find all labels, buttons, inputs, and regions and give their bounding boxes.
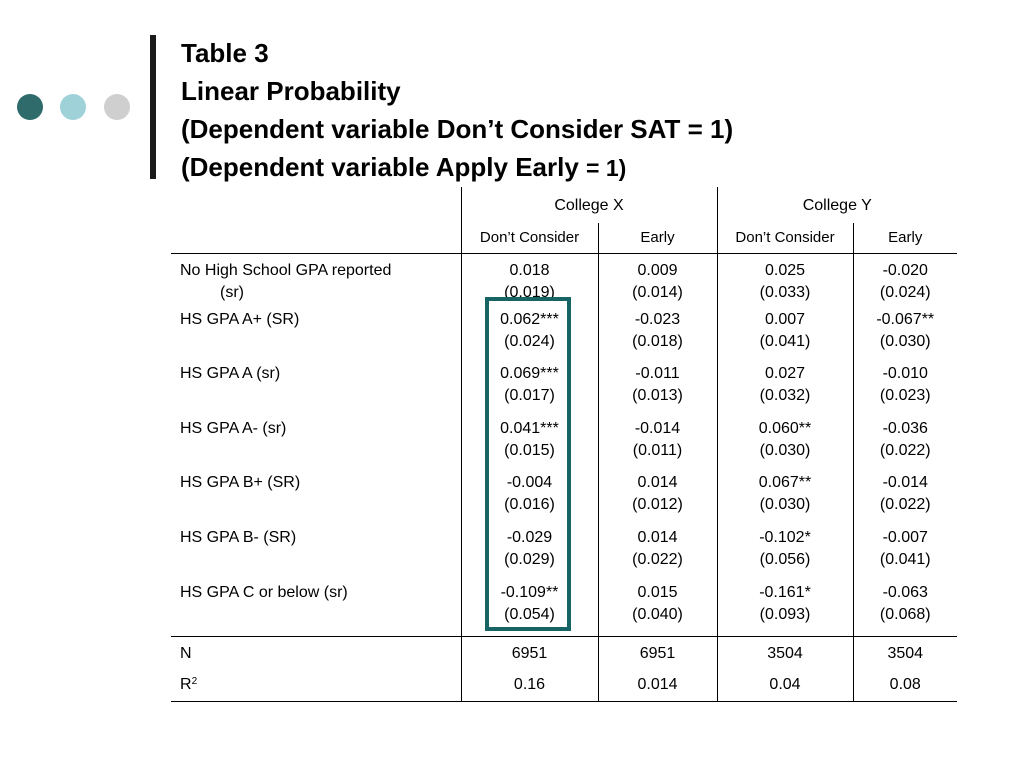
cell	[461, 309, 598, 364]
coef: -0.067**	[876, 310, 935, 328]
header-empty-cell	[171, 187, 461, 223]
decor-dot-3	[104, 94, 130, 120]
r2-value: 0.16	[461, 669, 598, 702]
table-row	[171, 363, 957, 418]
coef: -0.014	[634, 419, 681, 437]
cell	[717, 363, 853, 418]
cell	[461, 363, 598, 418]
coef: -0.007	[882, 528, 928, 546]
coef: -0.029	[506, 528, 553, 546]
se: (0.023)	[879, 387, 931, 405]
se: (0.017)	[504, 387, 555, 405]
subheader-y-dont-consider: Don’t Consider	[717, 223, 853, 254]
se: (0.030)	[879, 332, 931, 350]
se: (0.041)	[879, 550, 931, 568]
cell	[717, 582, 853, 637]
cell	[853, 254, 957, 309]
cell	[598, 418, 717, 473]
title-line-2: Linear Probability	[181, 76, 401, 106]
se: (0.014)	[632, 284, 683, 301]
se: (0.029)	[504, 550, 555, 568]
se: (0.030)	[759, 441, 811, 459]
se: (0.013)	[632, 387, 683, 405]
row-label-text: HS GPA B- (SR)	[180, 528, 297, 546]
r2-label	[171, 669, 461, 702]
title-line-4	[181, 148, 733, 187]
coef: 0.009	[637, 262, 678, 279]
se: (0.012)	[632, 496, 683, 514]
decor-dot-1	[17, 94, 43, 120]
se: (0.018)	[632, 332, 683, 350]
se: (0.032)	[759, 387, 811, 405]
se: (0.022)	[632, 550, 683, 568]
cell	[853, 472, 957, 527]
r2-value: 0.014	[598, 669, 717, 702]
title-vertical-bar	[150, 35, 156, 179]
row-label	[171, 363, 461, 418]
coef: 0.018	[509, 262, 550, 279]
se: (0.033)	[759, 284, 811, 301]
subheader-empty-cell	[171, 223, 461, 254]
se: (0.054)	[504, 605, 555, 623]
cell	[853, 363, 957, 418]
coef: 0.060**	[758, 419, 812, 437]
coef: 0.041***	[500, 419, 559, 437]
coef: 0.067**	[758, 474, 812, 492]
coef: -0.102*	[759, 528, 811, 546]
r2-value: 0.08	[853, 669, 957, 702]
subheader-x-dont-consider: Don’t Consider	[461, 223, 598, 254]
se: (0.024)	[879, 284, 931, 301]
n-value: 3504	[717, 637, 853, 670]
r2-superscript: 2	[191, 676, 198, 688]
row-label	[171, 254, 461, 309]
se: (0.015)	[504, 441, 555, 459]
coef: 0.062***	[500, 310, 559, 328]
row-label-text: HS GPA A+ (SR)	[180, 310, 300, 328]
results-table-container	[171, 187, 957, 702]
cell	[717, 472, 853, 527]
coef: -0.109**	[500, 583, 559, 601]
row-label	[171, 309, 461, 364]
row-label-text: No High School GPA reported	[180, 262, 392, 279]
se: (0.056)	[759, 550, 811, 568]
title-line-1: Table 3	[181, 38, 269, 68]
n-value: 3504	[887, 645, 924, 663]
decor-dot-2	[60, 94, 86, 120]
n-value: 6951	[461, 637, 598, 670]
cell	[461, 472, 598, 527]
n-label: N	[171, 637, 461, 670]
coef: -0.063	[882, 583, 928, 601]
se: (0.019)	[504, 284, 555, 301]
table-row	[171, 527, 957, 582]
se: (0.022)	[879, 441, 931, 459]
coef: 0.069***	[500, 365, 559, 383]
table-row	[171, 309, 957, 364]
cell	[598, 254, 717, 309]
row-label-sub: (sr)	[220, 284, 244, 301]
cell	[853, 309, 957, 364]
cell	[717, 527, 853, 582]
se: (0.068)	[879, 605, 931, 623]
se: (0.024)	[504, 332, 555, 350]
n-value: 6951	[598, 637, 717, 670]
cell	[853, 527, 957, 582]
cell	[853, 418, 957, 473]
title-line-3: (Dependent variable Don’t Consider SAT = 1)	[181, 114, 734, 144]
cell	[598, 472, 717, 527]
cell	[717, 418, 853, 473]
se: (0.030)	[759, 496, 811, 514]
cell	[461, 582, 598, 637]
se: (0.040)	[632, 605, 683, 623]
r2-value: 0.04	[717, 669, 853, 702]
row-label-text: HS GPA B+ (SR)	[180, 474, 301, 492]
table-row	[171, 472, 957, 527]
se: (0.093)	[759, 605, 811, 623]
coef: 0.015	[637, 583, 678, 601]
cell	[461, 254, 598, 309]
coef: 0.007	[764, 310, 806, 328]
coef: -0.004	[506, 474, 553, 492]
cell	[598, 582, 717, 637]
row-label	[171, 582, 461, 637]
row-label-text: HS GPA A- (sr)	[180, 419, 287, 437]
subheader-x-early: Early	[598, 223, 717, 254]
row-label	[171, 418, 461, 473]
coef: -0.010	[882, 365, 928, 383]
se: (0.041)	[759, 332, 811, 350]
college-x-header: College X	[461, 187, 717, 223]
coef: -0.036	[882, 419, 928, 437]
r2-row	[171, 669, 957, 702]
coef: 0.027	[764, 365, 806, 383]
coef: -0.011	[635, 365, 680, 383]
coef: 0.025	[764, 262, 806, 279]
title-line-4-eq: = 1)	[586, 155, 627, 181]
title-line-4-prefix: (Dependent variable Apply Early	[181, 152, 587, 182]
cell	[598, 309, 717, 364]
se: (0.011)	[632, 441, 683, 459]
coef: -0.014	[882, 474, 928, 492]
coef: -0.020	[882, 262, 928, 279]
table-row	[171, 582, 957, 637]
coef: 0.014	[637, 528, 678, 546]
row-label	[171, 472, 461, 527]
coef: -0.023	[634, 310, 681, 328]
cell	[598, 527, 717, 582]
cell	[717, 254, 853, 309]
cell	[853, 582, 957, 637]
coef: -0.161*	[759, 583, 811, 601]
cell	[598, 363, 717, 418]
n-row	[171, 637, 957, 670]
cell	[461, 527, 598, 582]
table-row	[171, 418, 957, 473]
se: (0.016)	[504, 496, 555, 514]
subheader-y-early: Early	[853, 223, 957, 254]
r2-label-text: R	[180, 676, 192, 694]
row-label	[171, 527, 461, 582]
college-y-header: College Y	[802, 197, 872, 214]
results-table	[171, 187, 957, 702]
slide-title	[181, 34, 733, 187]
cell	[461, 418, 598, 473]
coef: 0.014	[637, 474, 678, 492]
cell	[717, 309, 853, 364]
row-label-text: HS GPA C or below (sr)	[180, 583, 348, 601]
table-row	[171, 254, 957, 309]
se: (0.022)	[879, 496, 931, 514]
row-label-text: HS GPA A (sr)	[180, 365, 281, 383]
